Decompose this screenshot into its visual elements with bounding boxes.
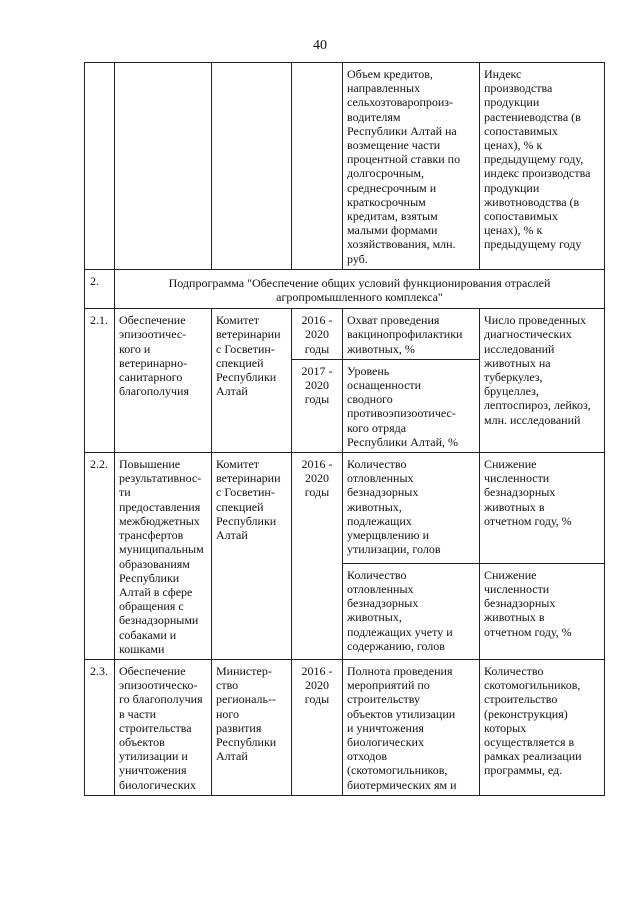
indicator-cell: Охват проведения вакцинопрофилактики животных, % (343, 309, 480, 360)
indicator-cell: Полнота проведения мероприятий по строительству объектов утилизации и уничтожения биологических отходов (скотомогильников, биотермических ям и (343, 659, 480, 795)
goal-cell: Повышение результативнос- ти предоставления межбюджетных трансфертов муниципальным образованиям Республики Алтай в сфере обращения с безнадзорными собаками и кошками (115, 453, 212, 660)
table-row (85, 63, 605, 270)
num-cell (85, 63, 115, 270)
term-cell (292, 63, 343, 270)
target-indicator-cell: Количество скотомогильников, строительство (реконструкция) которых осуществляется в рамках реализации программы, ед. (480, 659, 605, 795)
table-row (85, 453, 605, 564)
target-indicator-cell: Снижение численности безнадзорных животных в отчетном году, % (480, 453, 605, 564)
table-row (85, 309, 605, 360)
term-cell: 2016 - 2020 годы (292, 453, 343, 660)
indicator-cell: Количество отловленных безнадзорных животных, подлежащих учету и содержанию, голов (343, 563, 480, 659)
term-cell: 2017 - 2020 годы (292, 359, 343, 452)
page-number: 40 (313, 38, 327, 53)
indicator-cell: Количество отловленных безнадзорных животных, подлежащих умерщвлению и утилизации, голов (343, 453, 480, 564)
executor-cell: Комитет ветеринарии с Госветин- спекцией Республики Алтай (212, 453, 292, 660)
term-cell: 2016 - 2020 годы (292, 309, 343, 360)
program-table (84, 62, 605, 796)
goal-cell (115, 63, 212, 270)
row-number: 2.3. (85, 659, 115, 795)
term-cell: 2016 - 2020 годы (292, 659, 343, 795)
target-indicator-cell: Снижение численности безнадзорных животных в отчетном году, % (480, 563, 605, 659)
goal-cell: Обеспечение эпизоотическо- го благополучия в части строительства объектов утилизации и уничтожения биологических (115, 659, 212, 795)
target-indicator-cell: Индекс производства продукции растениеводства (в сопоставимых ценах), % к предыдущему году, индекс производства продукции животноводства (в сопоставимых ценах), % к предыдущему году (480, 63, 605, 270)
section-number: 2. (85, 269, 115, 308)
subprogram-title: Подпрограмма "Обеспечение общих условий функционирования отраслей агропромышленного комплекса" (115, 269, 605, 308)
table-row (85, 659, 605, 795)
executor-cell: Комитет ветеринарии с Госветин- спекцией Республики Алтай (212, 309, 292, 453)
executor-cell (212, 63, 292, 270)
section-row (85, 269, 605, 308)
executor-cell: Министер- ство региональ-- ного развития Республики Алтай (212, 659, 292, 795)
target-indicator-cell: Число проведенных диагностических исследований животных на туберкулез, бруцеллез, лептоспироз, лейкоз, млн. исследований (480, 309, 605, 453)
goal-cell: Обеспечение эпизоотичес- кого и ветеринарно- санитарного благополучия (115, 309, 212, 453)
row-number: 2.2. (85, 453, 115, 660)
indicator-cell: Уровень оснащенности сводного противоэпизоотичес- кого отряда Республики Алтай, % (343, 359, 480, 452)
row-number: 2.1. (85, 309, 115, 453)
indicator-cell: Объем кредитов, направленных сельхозтоваропроиз- водителям Республики Алтай на возмещение части процентной ставки по долгосрочным, среднесрочным и краткосрочным кредитам, взятым малыми формами хозяйствования, млн. руб. (343, 63, 480, 270)
